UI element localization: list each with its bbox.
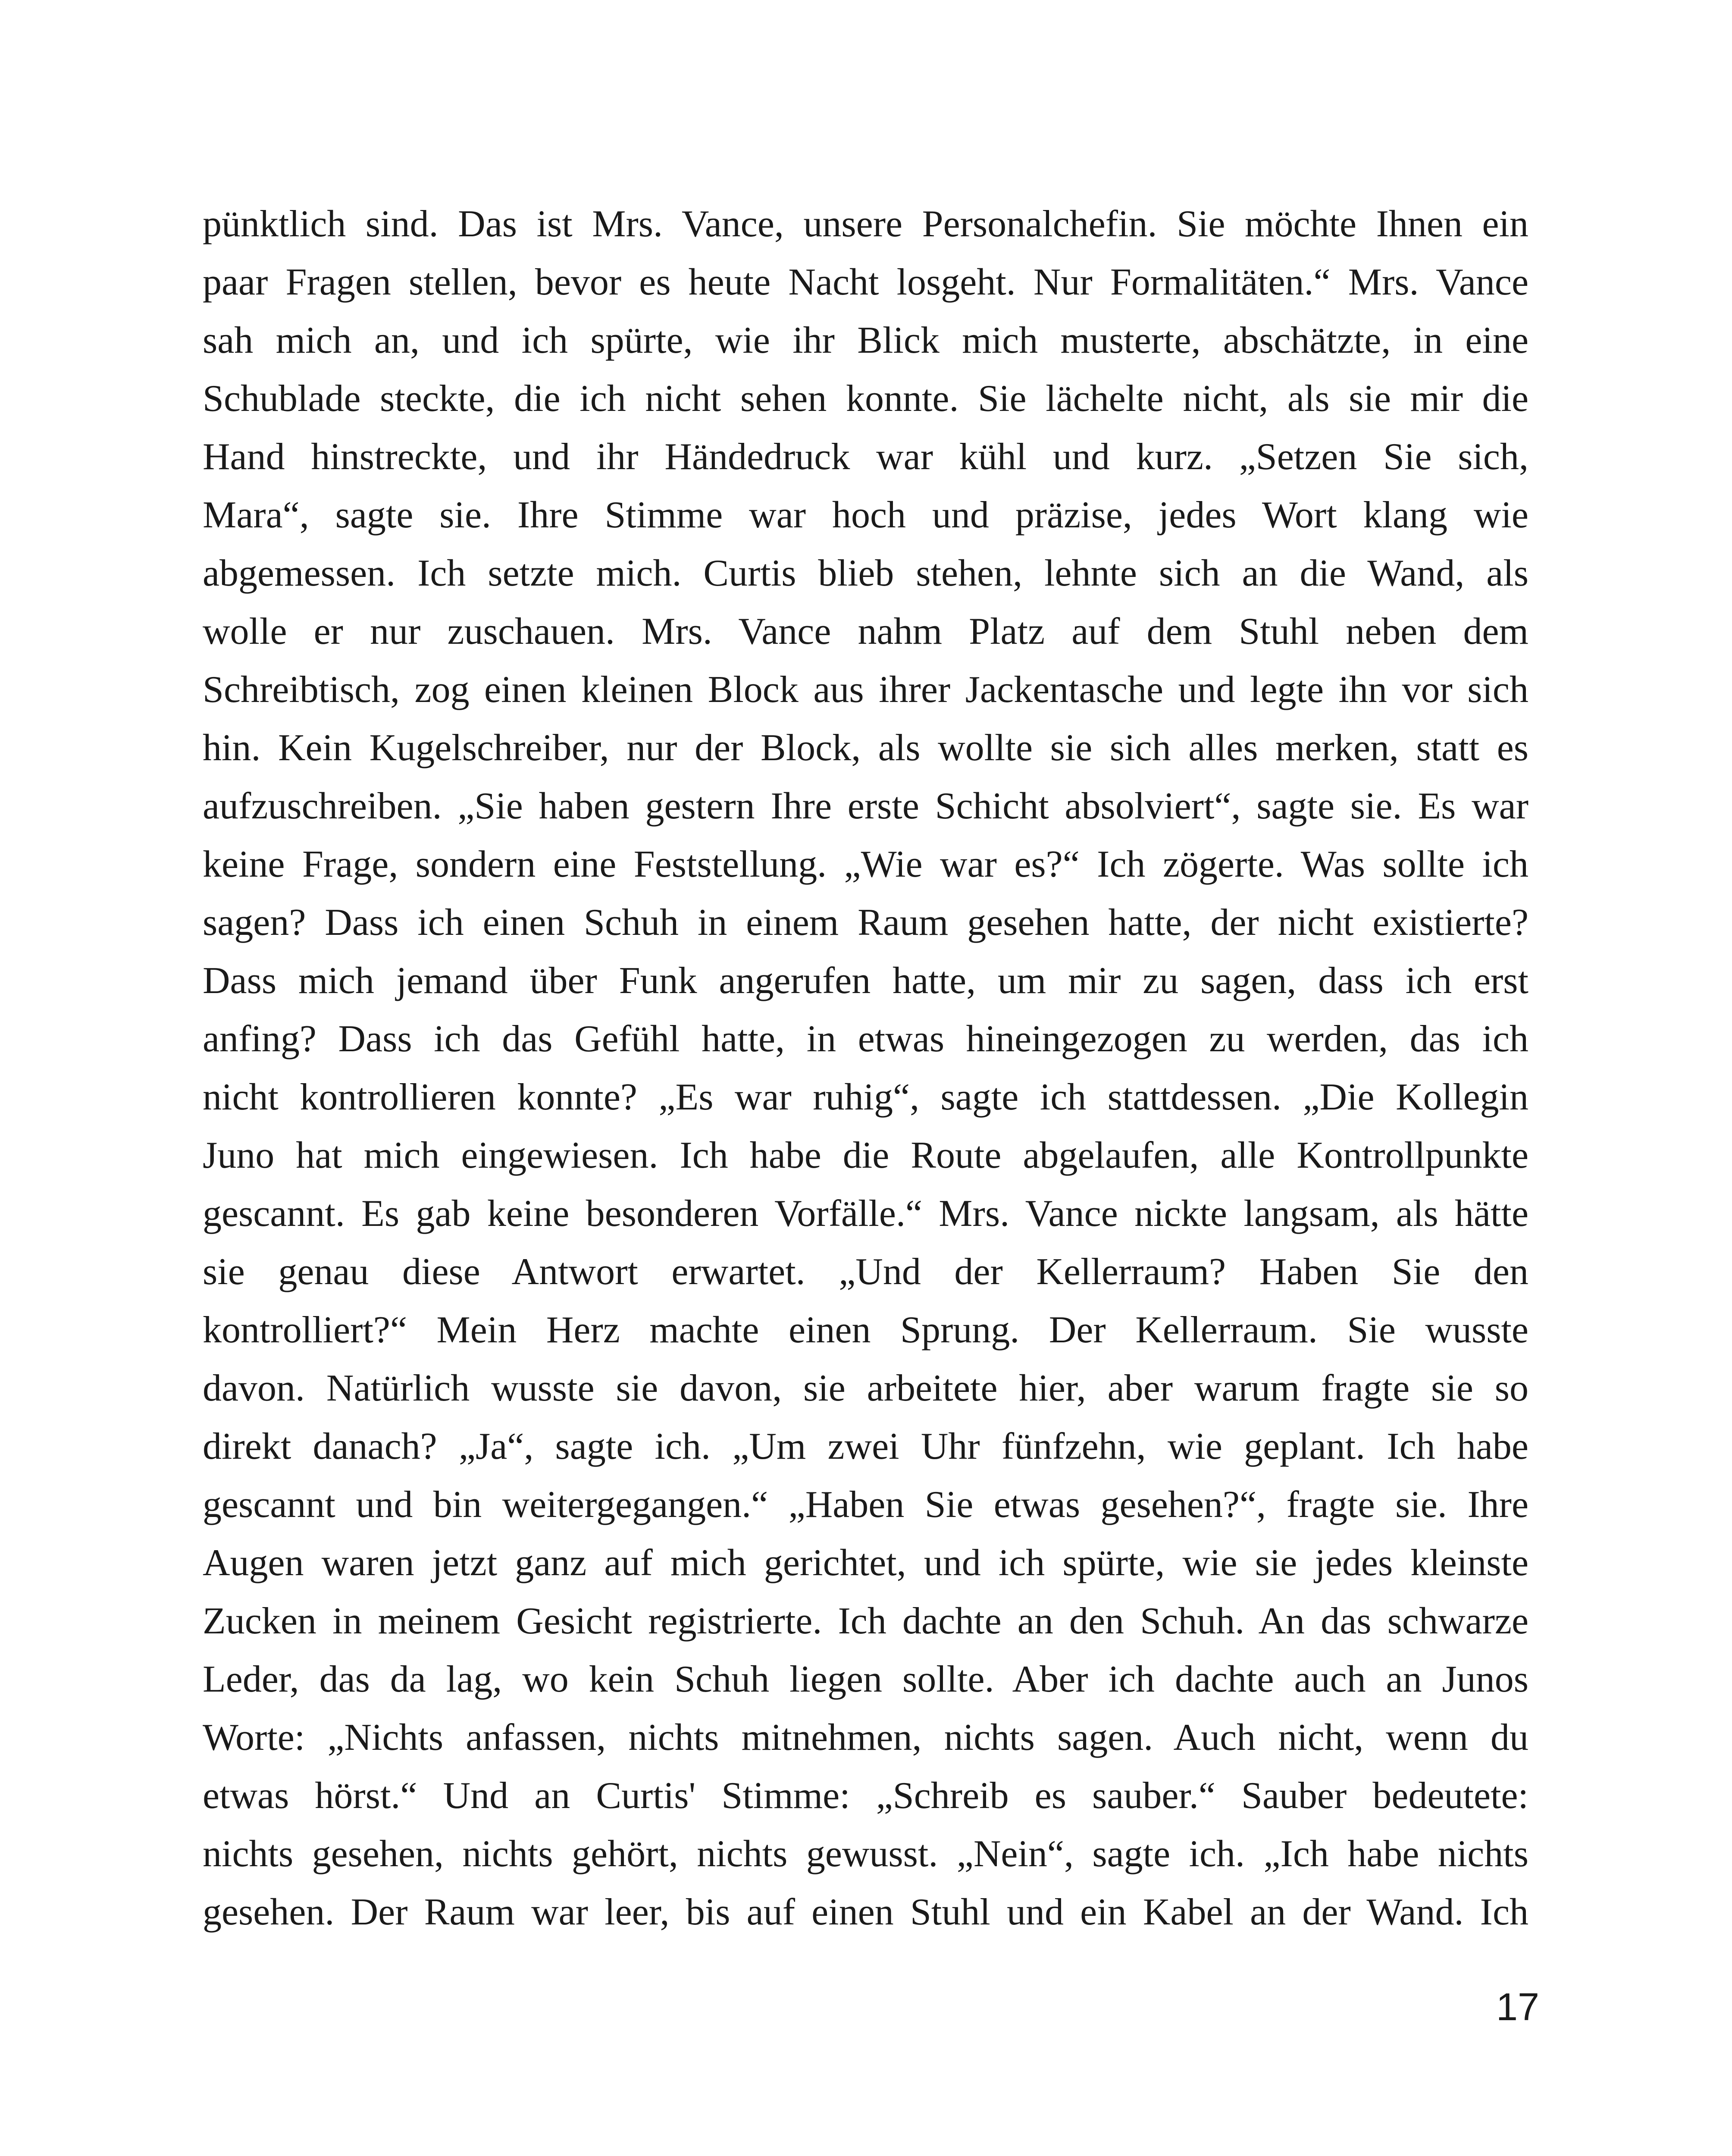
text-line: gesehen. Der Raum war leer, bis auf einen Stuhl und ein Kabel an der Wand. Ich [203, 1891, 1528, 1933]
text-line: Worte: „Nichts anfassen, nichts mitnehmen, nichts sagen. Auch nicht, wenn du [203, 1717, 1528, 1758]
text-line: keine Frage, sondern eine Feststellung. „Wie war es?“ Ich zögerte. Was sollte ich [203, 843, 1528, 885]
text-line: pünktlich sind. Das ist Mrs. Vance, unsere Personalchefin. Sie möchte Ihnen ein [203, 203, 1528, 245]
text-line: nicht kontrollieren konnte? „Es war ruhig“, sagte ich stattdessen. „Die Kollegin [203, 1076, 1528, 1118]
text-line: sie genau diese Antwort erwartet. „Und der Kellerraum? Haben Sie den [203, 1251, 1528, 1293]
text-line: abgemessen. Ich setzte mich. Curtis blieb stehen, lehnte sich an die Wand, als [203, 552, 1528, 594]
text-line: paar Fragen stellen, bevor es heute Nacht losgeht. Nur Formalitäten.“ Mrs. Vance [203, 261, 1528, 303]
text-line: kontrolliert?“ Mein Herz machte einen Sprung. Der Kellerraum. Sie wusste [203, 1309, 1528, 1351]
text-line: gescannt. Es gab keine besonderen Vorfälle.“ Mrs. Vance nickte langsam, als hätte [203, 1193, 1528, 1235]
text-line: wolle er nur zuschauen. Mrs. Vance nahm Platz auf dem Stuhl neben dem [203, 611, 1528, 652]
text-line: Leder, das da lag, wo kein Schuh liegen sollte. Aber ich dachte auch an Junos [203, 1658, 1528, 1700]
text-line: anfing? Dass ich das Gefühl hatte, in etwas hineingezogen zu werden, das ich [203, 1018, 1528, 1060]
text-line: Augen waren jetzt ganz auf mich gerichtet, und ich spürte, wie sie jedes kleinste [203, 1542, 1528, 1584]
text-line: Zucken in meinem Gesicht registrierte. Ich dachte an den Schuh. An das schwarze [203, 1600, 1528, 1642]
text-line: sagen? Dass ich einen Schuh in einem Raum gesehen hatte, der nicht existierte? [203, 902, 1528, 943]
text-line: nichts gesehen, nichts gehört, nichts gewusst. „Nein“, sagte ich. „Ich habe nichts [203, 1833, 1528, 1875]
text-line: Hand hinstreckte, und ihr Händedruck war kühl und kurz. „Setzen Sie sich, [203, 436, 1528, 478]
page-number: 17 [1496, 1986, 1540, 2029]
text-line: hin. Kein Kugelschreiber, nur der Block, als wollte sie sich alles merken, statt es [203, 727, 1528, 769]
text-line: Schublade steckte, die ich nicht sehen konnte. Sie lächelte nicht, als sie mir die [203, 378, 1528, 420]
text-line: davon. Natürlich wusste sie davon, sie arbeitete hier, aber warum fragte sie so [203, 1367, 1528, 1409]
text-line: aufzuschreiben. „Sie haben gestern Ihre erste Schicht absolviert“, sagte sie. Es war [203, 785, 1528, 827]
text-line: Schreibtisch, zog einen kleinen Block aus ihrer Jackentasche und legte ihn vor sich [203, 669, 1528, 711]
text-line: Dass mich jemand über Funk angerufen hatte, um mir zu sagen, dass ich erst [203, 960, 1528, 1002]
text-line: etwas hörst.“ Und an Curtis' Stimme: „Schreib es sauber.“ Sauber bedeutete: [203, 1775, 1528, 1817]
text-line: Juno hat mich eingewiesen. Ich habe die Route abgelaufen, alle Kontrollpunkte [203, 1134, 1528, 1176]
text-line: Mara“, sagte sie. Ihre Stimme war hoch und präzise, jedes Wort klang wie [203, 494, 1528, 536]
text-line: sah mich an, und ich spürte, wie ihr Blick mich musterte, abschätzte, in eine [203, 320, 1528, 361]
body-text [203, 195, 1528, 1941]
text-line: direkt danach? „Ja“, sagte ich. „Um zwei Uhr fünfzehn, wie geplant. Ich habe [203, 1426, 1528, 1467]
text-line: gescannt und bin weitergegangen.“ „Haben Sie etwas gesehen?“, fragte sie. Ihre [203, 1484, 1528, 1526]
